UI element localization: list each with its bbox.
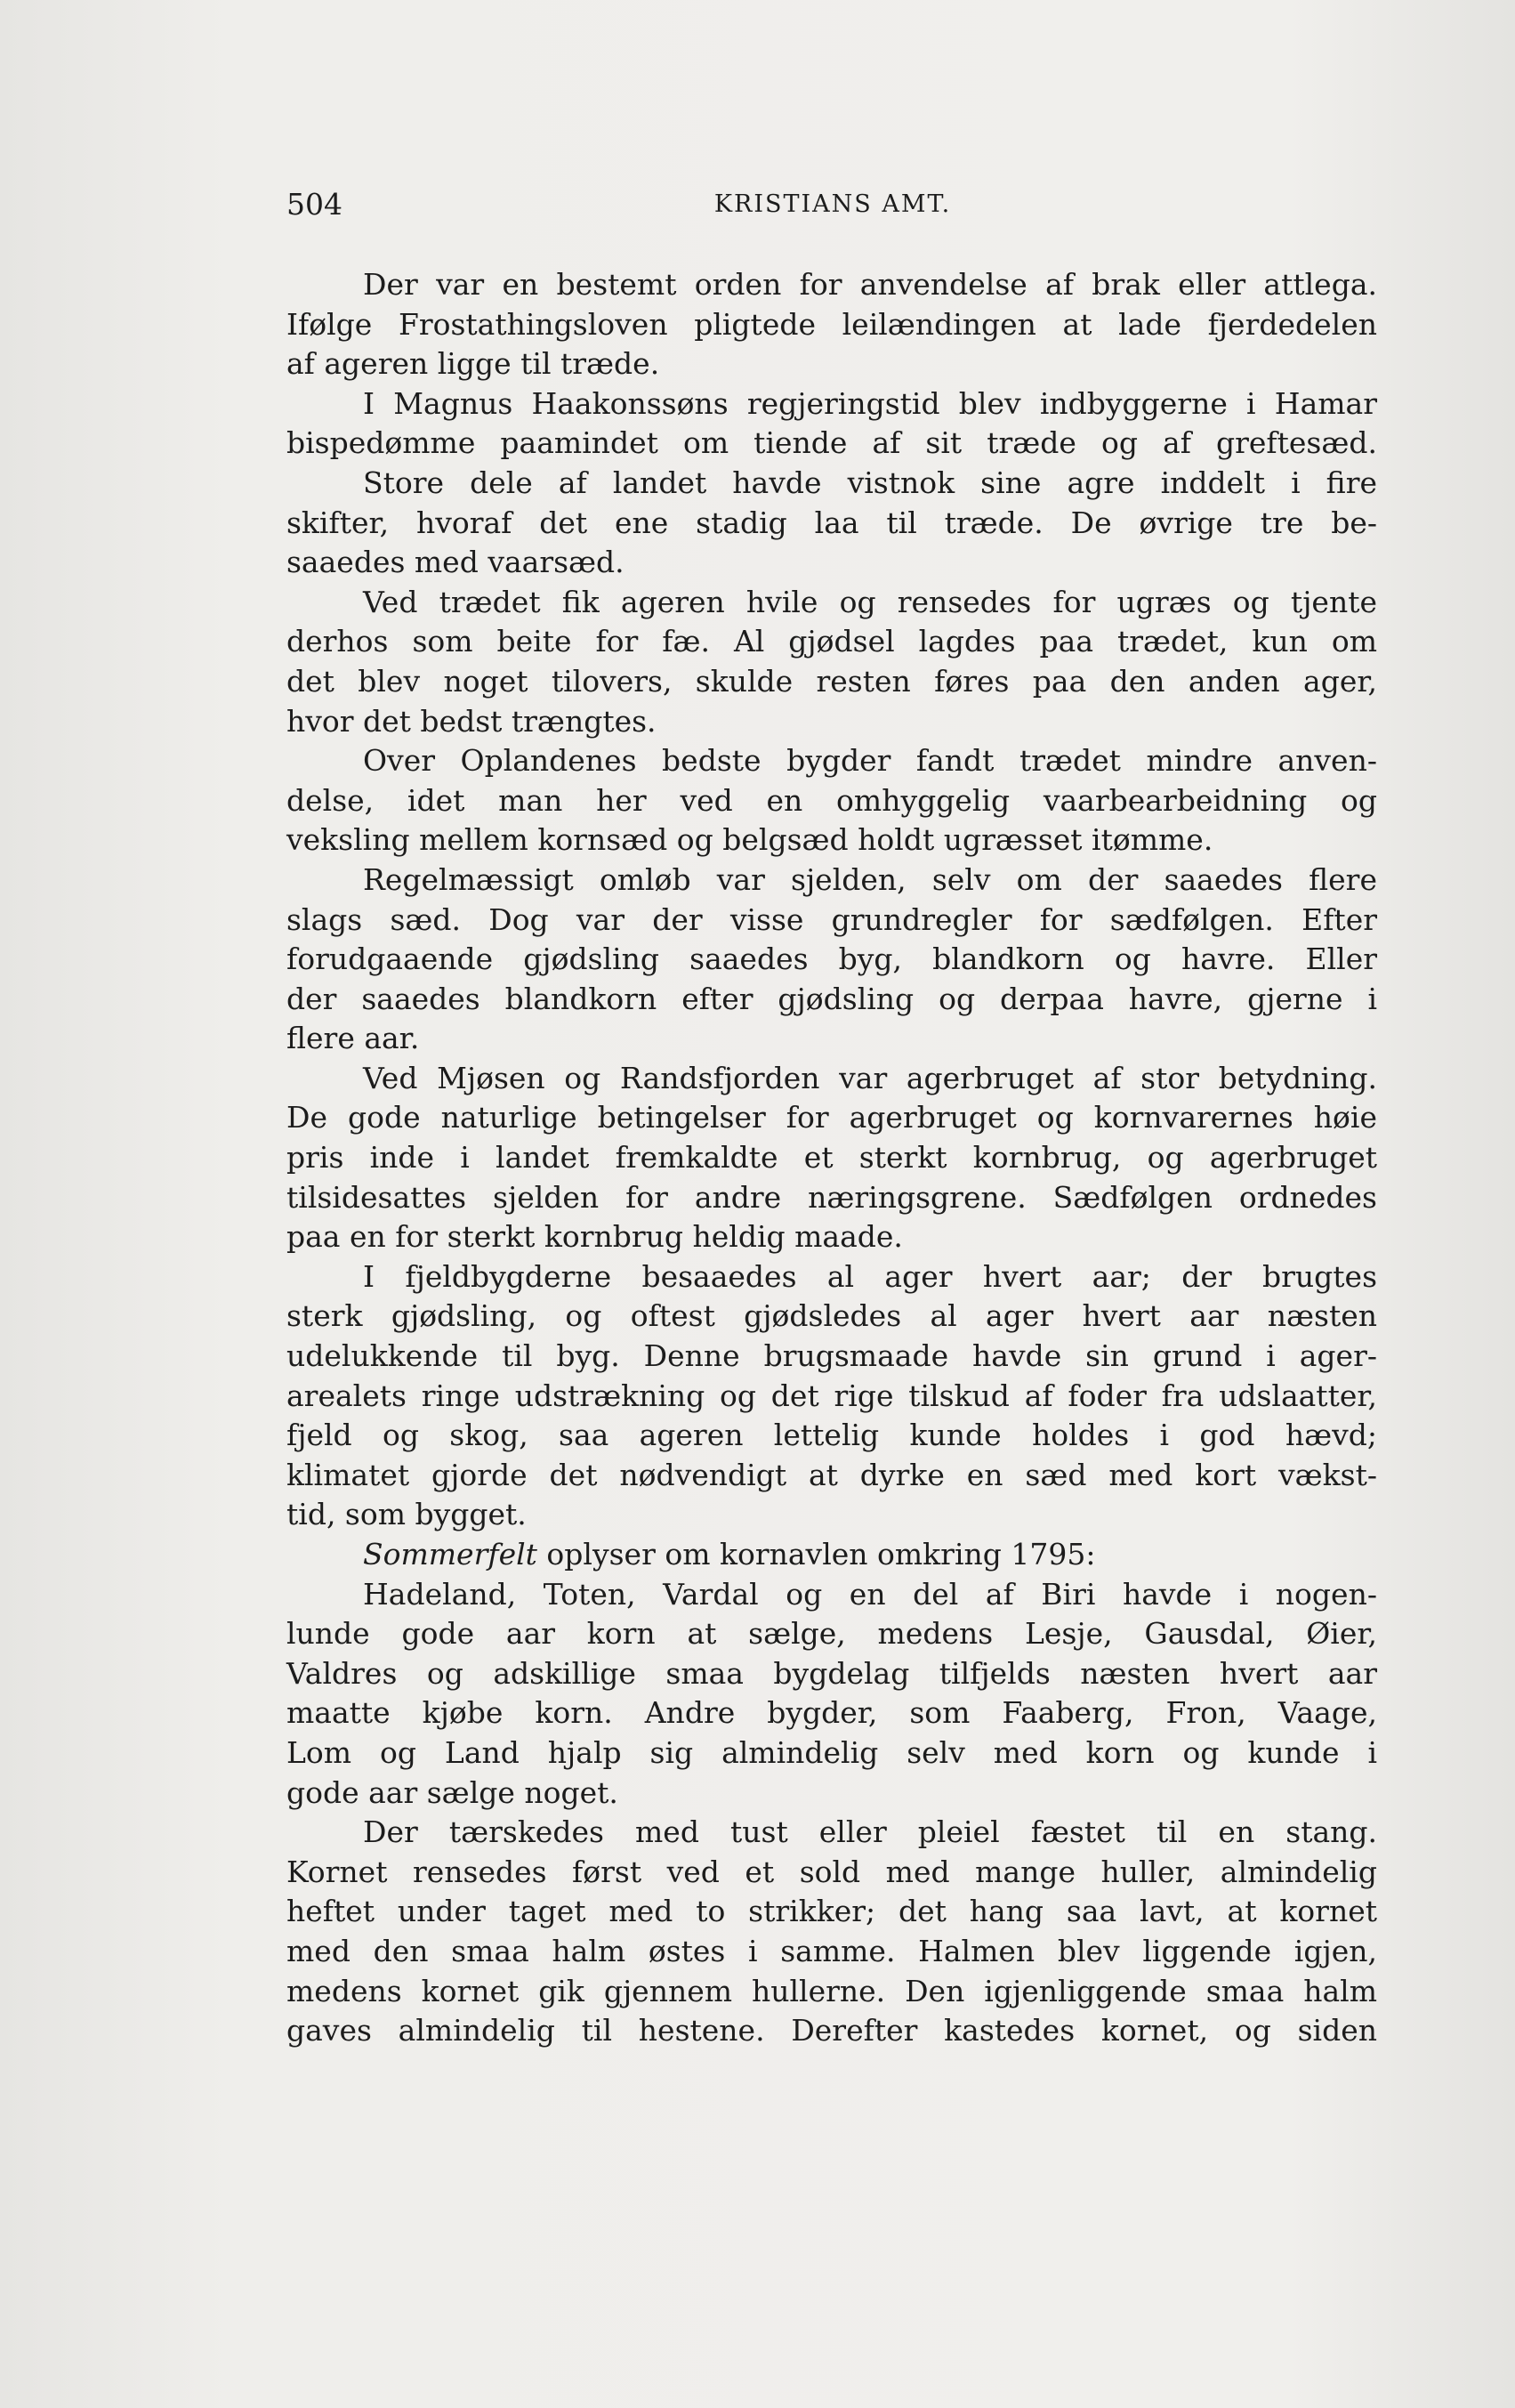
- text-line: Ved Mjøsen og Randsfjorden var agerbruget af stor betydning.: [363, 1060, 1377, 1095]
- text-line: udelukkende til byg. Denne brugsmaade havde sin grund i ager-: [286, 1338, 1377, 1374]
- text-line: sterk gjødsling, og oftest gjødsledes al ager hvert aar næsten: [286, 1298, 1377, 1334]
- text-line: heftet under taget med to strikker; det hang saa lavt, at kornet: [286, 1894, 1377, 1929]
- body-text: [286, 265, 1377, 2051]
- text-line: Hadeland, Toten, Vardal og en del af Biri havde i nogen-: [363, 1576, 1377, 1612]
- text-line: De gode naturlige betingelser for agerbruget og kornvarernes høie: [286, 1100, 1377, 1135]
- text-line: fjeld og skog, saa ageren lettelig kunde holdes i god hævd;: [286, 1418, 1377, 1453]
- text-line: Ved trædet fik ageren hvile og rensedes for ugræs og tjente: [363, 584, 1377, 619]
- text-line: det blev noget tilovers, skulde resten føres paa den anden ager,: [286, 663, 1377, 699]
- text-line: Der var en bestemt orden for anvendelse af brak eller attlega.: [363, 267, 1377, 302]
- text-line: Lom og Land hjalp sig almindelig selv med korn og kunde i: [286, 1734, 1377, 1770]
- text-line: der saaedes blandkorn efter gjødsling og derpaa havre, gjerne i: [286, 981, 1377, 1016]
- italic-author-name: Sommerfelt: [363, 1537, 537, 1572]
- text-line: bispedømme paamindet om tiende af sit træde og af greftesæd.: [286, 425, 1377, 461]
- text-line: pris inde i landet fremkaldte et sterkt kornbrug, og agerbruget: [286, 1140, 1377, 1176]
- text-line: tid, som bygget.: [286, 1497, 527, 1532]
- text-line: af ageren ligge til træde.: [286, 346, 660, 382]
- page-number: 504: [286, 187, 342, 222]
- text-line: Ifølge Frostathingsloven pligtede leilændingen at lade fjerdedelen: [286, 306, 1377, 342]
- text-line: slags sæd. Dog var der visse grundregler for sædfølgen. Efter: [286, 901, 1377, 937]
- running-head: KRISTIANS AMT.: [713, 190, 952, 218]
- text-line: gaves almindelig til hestene. Derefter kastedes kornet, og siden: [286, 2013, 1377, 2048]
- text-line: klimatet gjorde det nødvendigt at dyrke en sæd med kort vækst-: [286, 1457, 1377, 1492]
- page-header: [286, 187, 1379, 231]
- text-line: [286, 1535, 1377, 1575]
- text-line: tilsidesattes sjelden for andre næringsgrene. Sædfølgen ordnedes: [286, 1179, 1377, 1215]
- text-line: Over Oplandenes bedste bygder fandt trædet mindre anven-: [363, 743, 1377, 779]
- text-line: med den smaa halm østes i samme. Halmen blev liggende igjen,: [286, 1933, 1377, 1968]
- text-line: hvor det bedst trængtes.: [286, 703, 657, 739]
- text-line: Valdres og adskillige smaa bygdelag tilfjelds næsten hvert aar: [286, 1655, 1377, 1691]
- text-line: flere aar.: [286, 1021, 420, 1056]
- text-line: paa en for sterkt kornbrug heldig maade.: [286, 1219, 903, 1255]
- text-line: forudgaaende gjødsling saaedes byg, blandkorn og havre. Eller: [286, 941, 1377, 977]
- text-line: lunde gode aar korn at sælge, medens Lesje, Gausdal, Øier,: [286, 1616, 1377, 1652]
- text-line: gode aar sælge noget.: [286, 1774, 618, 1810]
- text-line: Store dele af landet havde vistnok sine agre inddelt i fire: [363, 465, 1377, 500]
- text-line: Der tærskedes med tust eller pleiel fæstet til en stang.: [363, 1814, 1377, 1850]
- text-line: veksling mellem kornsæd og belgsæd holdt ugræsset itømme.: [286, 822, 1213, 858]
- text-line: medens kornet gik gjennem hullerne. Den igjenliggende smaa halm: [286, 1973, 1377, 2008]
- line-text: oplyser om kornavlen omkring 1795:: [536, 1537, 1096, 1572]
- text-line: derhos som beite for fæ. Al gjødsel lagdes paa trædet, kun om: [286, 624, 1377, 659]
- text-line: Regelmæssigt omløb var sjelden, selv om der saaedes flere: [363, 861, 1377, 897]
- text-line: delse, idet man her ved en omhyggelig vaarbearbeidning og: [286, 782, 1377, 818]
- text-line: I fjeldbygderne besaaedes al ager hvert aar; der brugtes: [363, 1258, 1377, 1294]
- text-line: arealets ringe udstrækning og det rige tilskud af foder fra udslaatter,: [286, 1378, 1377, 1413]
- text-line: maatte kjøbe korn. Andre bygder, som Faaberg, Fron, Vaage,: [286, 1695, 1377, 1731]
- text-line: saaedes med vaarsæd.: [286, 545, 625, 580]
- text-line: skifter, hvoraf det ene stadig laa til træde. De øvrige tre be-: [286, 505, 1377, 540]
- text-line: Kornet rensedes først ved et sold med mange huller, almindelig: [286, 1854, 1377, 1889]
- text-line: I Magnus Haakonssøns regjeringstid blev indbyggerne i Hamar: [363, 385, 1377, 421]
